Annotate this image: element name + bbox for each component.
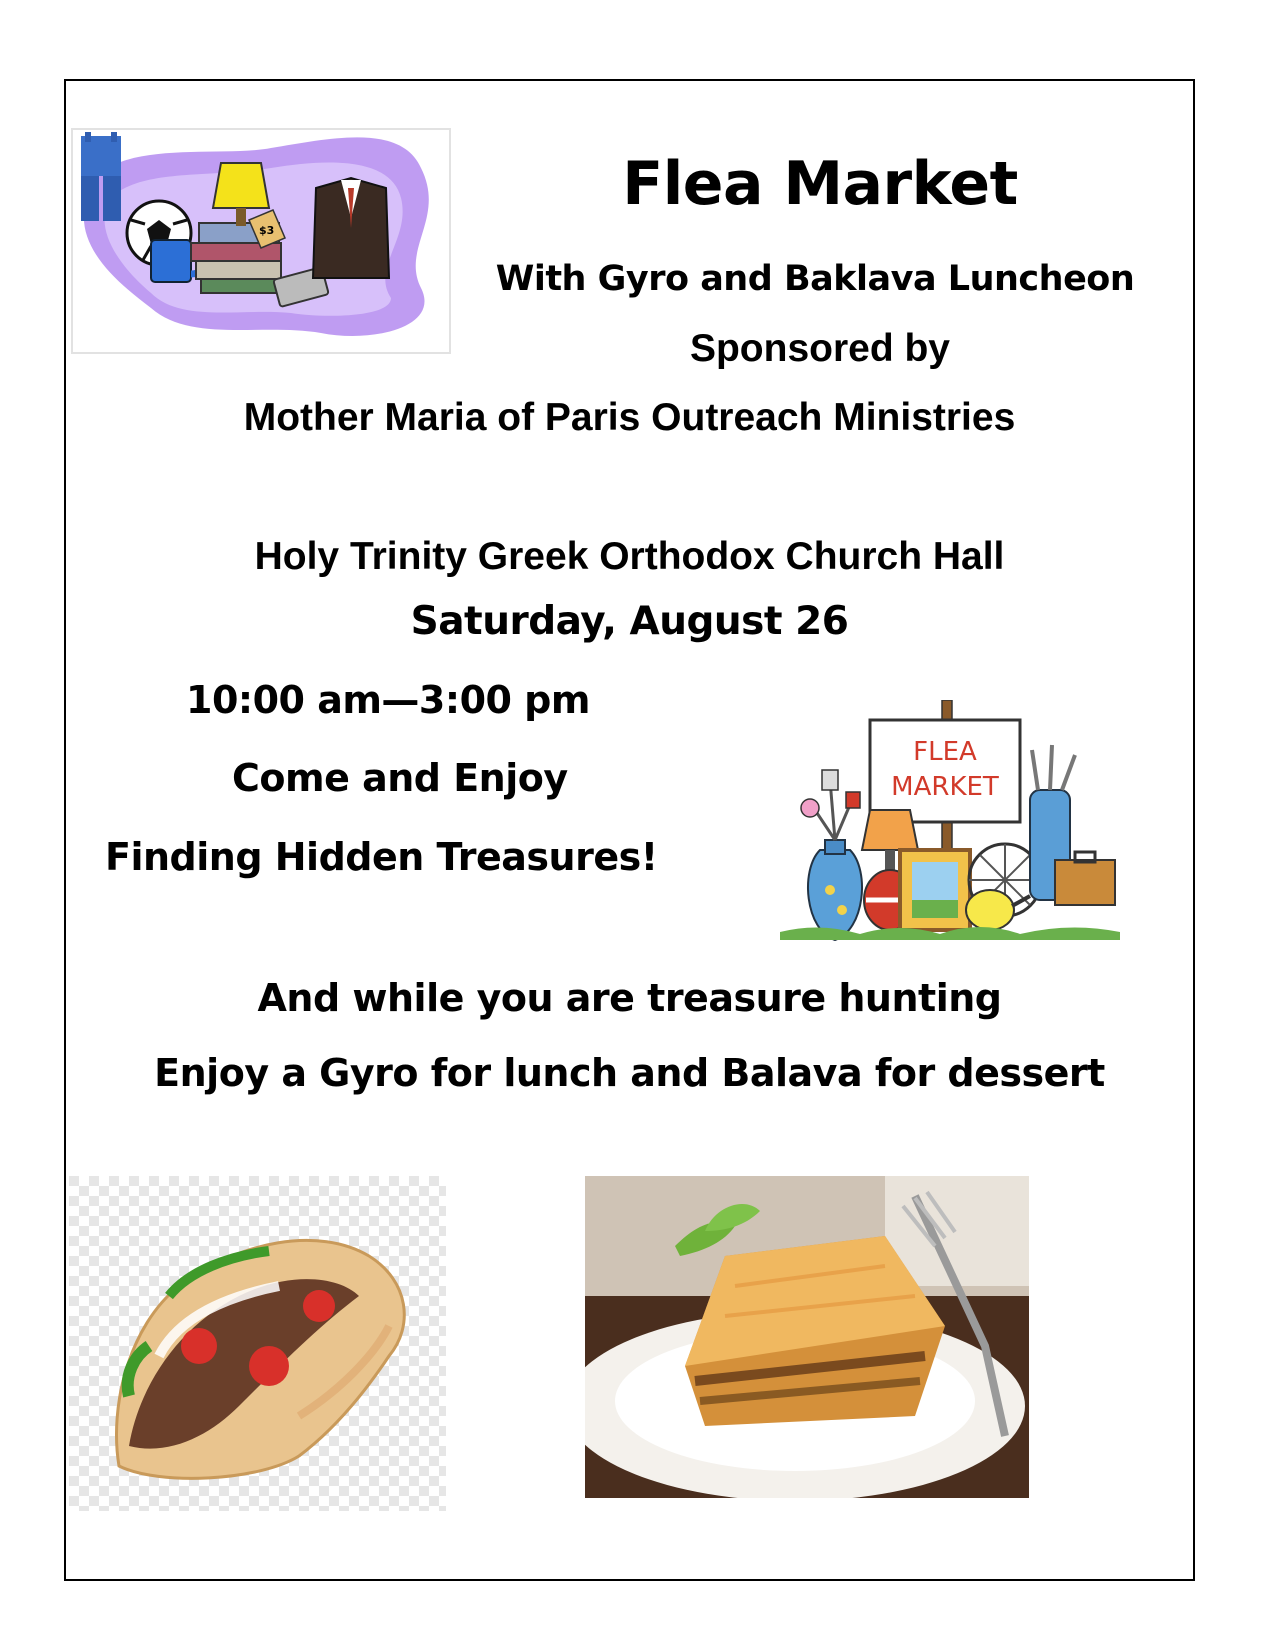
suitcase-icon (1055, 852, 1115, 905)
invite-line-2: Finding Hidden Treasures! (105, 835, 658, 879)
sign-board (870, 720, 1020, 822)
venue: Holy Trinity Greek Orthodox Church Hall (254, 535, 1005, 578)
suit-jacket-icon (313, 178, 389, 278)
picture-frame-icon (900, 850, 970, 930)
sponsored-by-label: Sponsored by (689, 327, 951, 370)
flyer-title: Flea Market (622, 149, 1018, 219)
price-tag-text: $3 (259, 224, 275, 237)
baklava-photo (585, 1176, 1029, 1498)
gyro-photo (69, 1176, 446, 1511)
event-time: 10:00 am—3:00 pm (186, 678, 590, 722)
closing-line-2: Enjoy a Gyro for lunch and Balava for dessert (154, 1051, 1105, 1095)
vase-icon (801, 770, 862, 940)
flea-market-sign-clipart (780, 700, 1160, 970)
sponsor-name: Mother Maria of Paris Outreach Ministries (243, 396, 1016, 439)
invite-line-1: Come and Enjoy (232, 756, 568, 800)
sign-text-market: MARKET (891, 772, 999, 802)
event-date: Saturday, August 26 (410, 599, 849, 644)
flyer-subtitle: With Gyro and Baklava Luncheon (495, 259, 1135, 299)
flea-market-items-clipart (71, 128, 451, 354)
closing-line-1: And while you are treasure hunting (257, 976, 1002, 1020)
sign-text-flea: FLEA (913, 737, 977, 767)
